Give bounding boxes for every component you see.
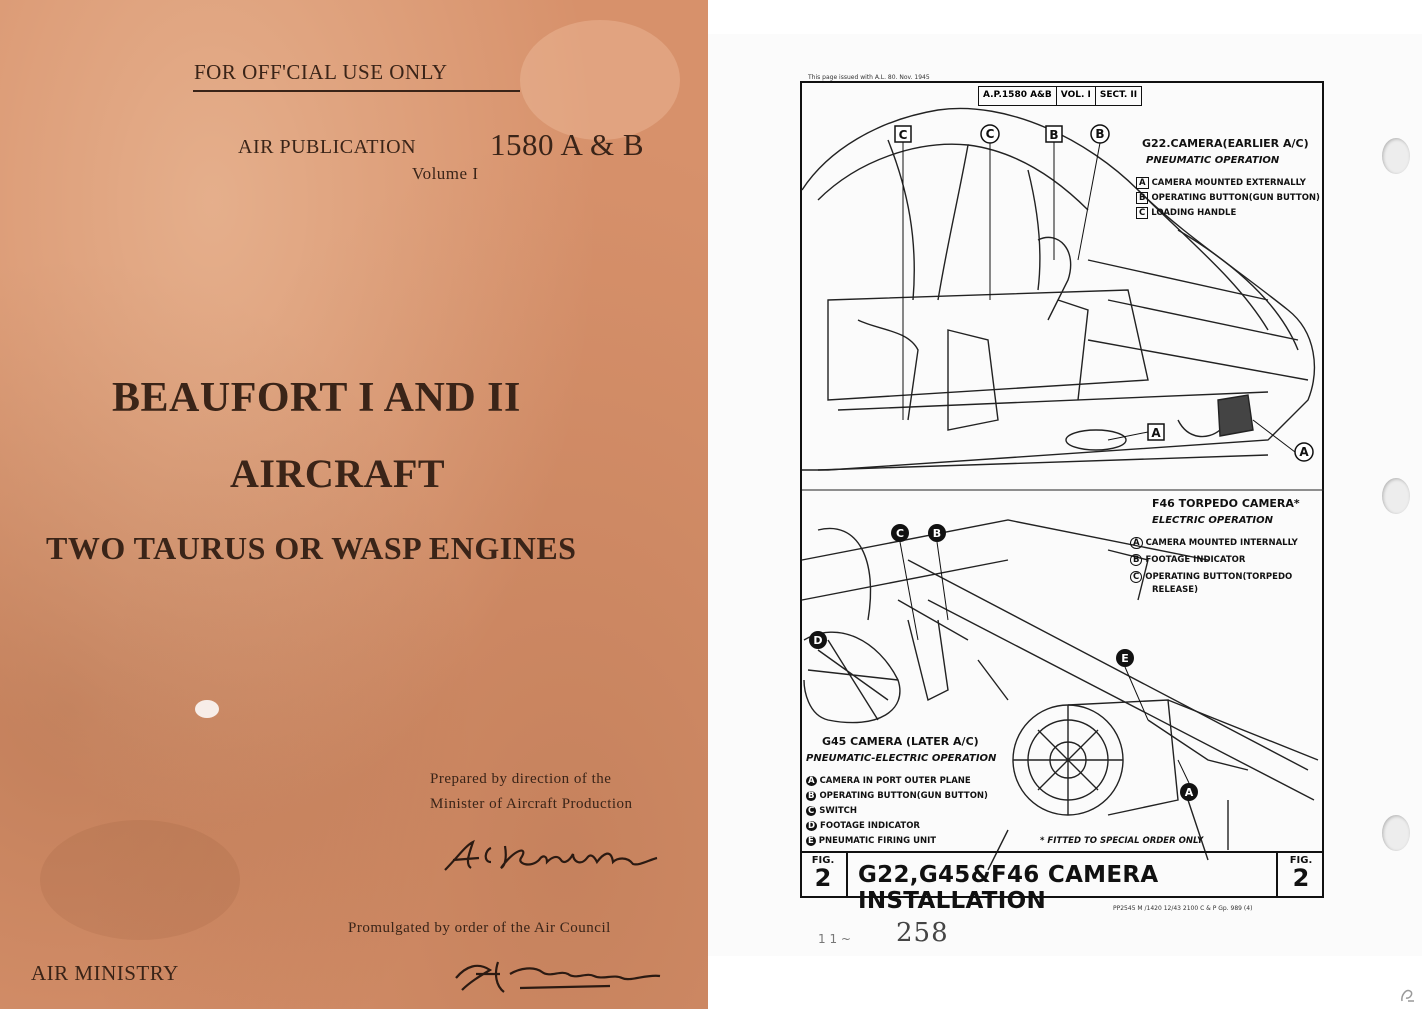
key-text: OPERATING BUTTON(TORPEDO xyxy=(1145,572,1293,582)
ref-ap-number: A.P.1580 A&B xyxy=(979,87,1057,105)
callout-label: A xyxy=(1299,445,1309,459)
g45-key-item xyxy=(806,821,920,831)
figure-page xyxy=(708,0,1422,1009)
callout-label: A xyxy=(1184,786,1194,799)
page-number: 258 xyxy=(896,918,949,948)
prepared-by-line-1: Prepared by direction of the xyxy=(430,771,612,787)
key-letter: C xyxy=(1136,207,1148,219)
cover-title-line-2: AIRCRAFT xyxy=(230,451,446,496)
figure-caption: G22,G45&F46 CAMERA INSTALLATION xyxy=(858,862,1159,914)
g45-key-item xyxy=(806,791,988,801)
ref-section: SECT. II xyxy=(1099,90,1138,100)
g22-title: G22.CAMERA(EARLIER A/C) xyxy=(1142,137,1309,150)
g45-key-item xyxy=(806,836,936,846)
key-letter: D xyxy=(808,821,816,831)
g45-key-item xyxy=(806,776,971,786)
signature-rowlands xyxy=(435,828,685,888)
g22-subtitle: PNEUMATIC OPERATION xyxy=(1146,155,1280,166)
key-text: FOOTAGE INDICATOR xyxy=(1145,555,1246,565)
g45-title: G45 CAMERA (LATER A/C) xyxy=(822,735,979,748)
g22-key-item xyxy=(1136,178,1306,188)
key-letter: A xyxy=(1130,537,1143,549)
g45-subtitle: PNEUMATIC-ELECTRIC OPERATION xyxy=(806,753,997,764)
air-ministry-label: AIR MINISTRY xyxy=(31,961,179,985)
key-letter: B xyxy=(808,791,815,801)
fig-label: FIG. xyxy=(811,855,835,866)
paper-stain xyxy=(195,700,219,718)
print-reference: PP2545 M /1420 12/43 2100 C & P Gp. 989 (4) xyxy=(1113,905,1253,912)
callout-label: E xyxy=(1121,652,1129,665)
f46-key-item xyxy=(1130,538,1298,548)
paper-stain xyxy=(40,820,240,940)
callout-label: A xyxy=(1151,426,1161,440)
classification-underline xyxy=(193,90,520,92)
issued-note: This page issued with A.L. 80. Nov. 1945 xyxy=(808,74,930,81)
callout-label: C xyxy=(985,127,995,141)
key-text: OPERATING BUTTON(GUN BUTTON) xyxy=(819,791,988,801)
cover-title-line-1: BEAUFORT I AND II xyxy=(112,375,521,421)
key-text: SWITCH xyxy=(819,806,858,816)
volume-label: Volume I xyxy=(412,164,479,183)
air-publication-number: 1580 A & B xyxy=(490,127,645,162)
callout-label: C xyxy=(895,527,905,540)
f46-key-item xyxy=(1152,585,1198,595)
key-letter: C xyxy=(1130,571,1142,583)
cover-title-line-3: TWO TAURUS OR WASP ENGINES xyxy=(46,530,577,566)
callout-label: B xyxy=(1049,128,1059,142)
key-text: FOOTAGE INDICATOR xyxy=(820,821,920,831)
g22-key-item xyxy=(1136,193,1320,203)
fitted-note: * FITTED TO SPECIAL ORDER ONLY xyxy=(1040,836,1204,846)
f46-title: F46 TORPEDO CAMERA* xyxy=(1152,497,1300,510)
f46-key-item xyxy=(1130,555,1245,565)
fig-number: 2 xyxy=(814,864,832,892)
fig-box-right xyxy=(1276,853,1324,898)
key-text: LOADING HANDLE xyxy=(1151,208,1237,218)
f46-subtitle: ELECTRIC OPERATION xyxy=(1152,515,1273,526)
prepared-by-line-2: Minister of Aircraft Production xyxy=(430,796,633,812)
fig-box-left xyxy=(800,853,848,898)
key-text: RELEASE) xyxy=(1152,585,1198,595)
fig-number: 2 xyxy=(1292,864,1310,892)
key-letter: C xyxy=(808,806,815,816)
key-text: CAMERA MOUNTED INTERNALLY xyxy=(1145,538,1298,548)
g22-key-item xyxy=(1136,208,1236,218)
key-text: CAMERA MOUNTED EXTERNALLY xyxy=(1151,178,1306,188)
watermark-icon xyxy=(1398,985,1418,1005)
callout-label: B xyxy=(932,527,942,540)
callout-label: D xyxy=(813,634,823,647)
key-text: PNEUMATIC FIRING UNIT xyxy=(818,836,937,846)
promulgated-line: Promulgated by order of the Air Council xyxy=(348,920,611,936)
paper-stain xyxy=(520,20,680,140)
callout-label: C xyxy=(898,128,908,142)
classification-label: FOR OFF'CIAL USE ONLY xyxy=(194,60,448,84)
air-publication-label: AIR PUBLICATION xyxy=(238,136,417,158)
key-letter: B xyxy=(1136,192,1148,204)
handwritten-mark: 1 1 ~ xyxy=(818,932,851,946)
fig-label: FIG. xyxy=(1289,855,1313,866)
manual-cover xyxy=(0,0,708,1009)
key-letter: E xyxy=(808,836,814,846)
callout-label: B xyxy=(1095,127,1105,141)
ref-volume: VOL. I xyxy=(1057,87,1096,105)
key-text: OPERATING BUTTON(GUN BUTTON) xyxy=(1151,193,1320,203)
g45-key-item xyxy=(806,806,857,816)
key-letter: A xyxy=(1136,177,1149,189)
key-text: CAMERA IN PORT OUTER PLANE xyxy=(819,776,971,786)
signature-street xyxy=(450,952,680,1002)
f46-key-item xyxy=(1130,572,1292,582)
key-letter: A xyxy=(808,776,815,786)
key-letter: B xyxy=(1130,554,1142,566)
